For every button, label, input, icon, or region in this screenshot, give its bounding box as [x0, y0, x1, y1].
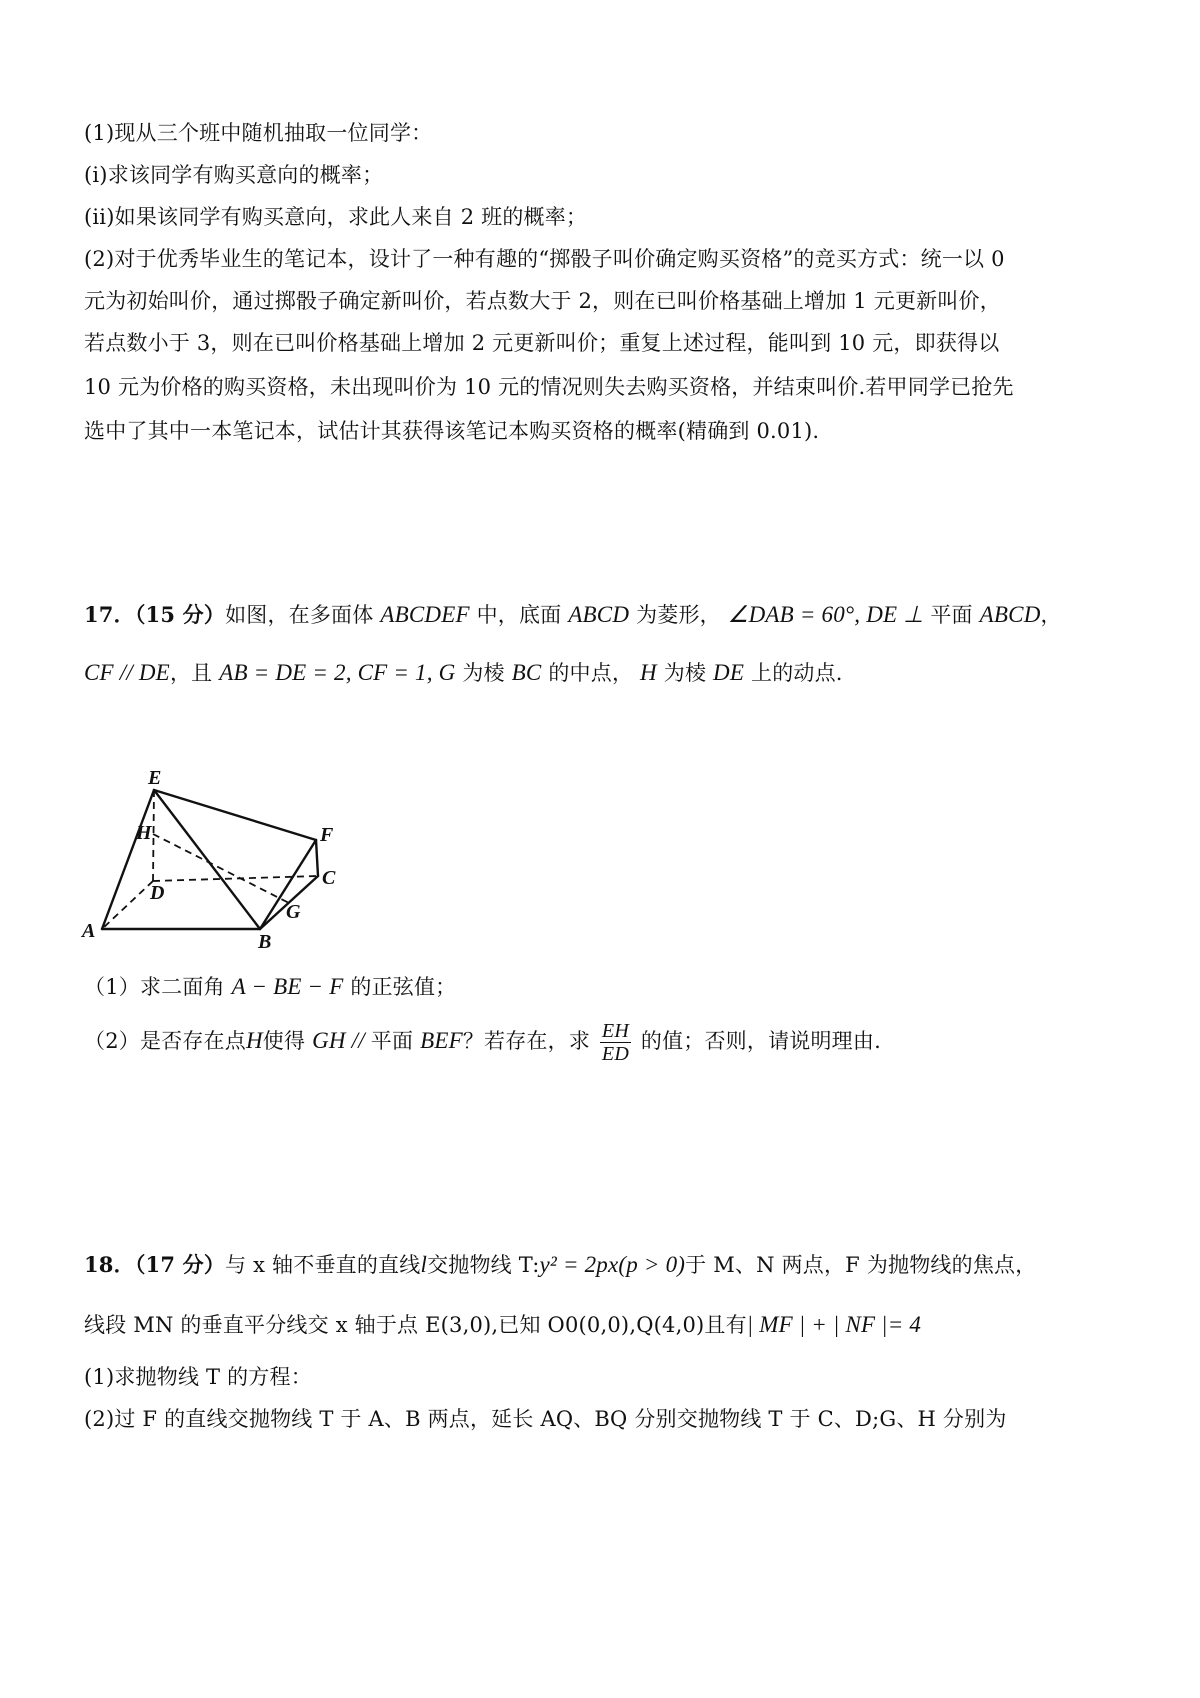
q16-part1-ii-line: (ii)如果该同学有购买意向，求此人来自 2 班的概率；	[84, 205, 588, 229]
q17-text: 的值；否则，请说明理由.	[640, 1029, 881, 1053]
q17-math: BC	[511, 660, 542, 685]
q16-part1-i-line: (i)求该同学有购买意向的概率；	[84, 163, 384, 187]
q16-part2-line-5: 选中了其中一本笔记本，试估计其获得该笔记本购买资格的概率(精确到 0.01).	[84, 419, 820, 443]
q17-math: GH //	[312, 1028, 371, 1053]
edge-EB	[154, 790, 260, 929]
q16-part2-line-2: 元为初始叫价，通过掷骰子确定新叫价，若点数大于 2，则在已叫价格基础上增加 1 元更新叫价，	[84, 289, 1001, 313]
q17-math: H	[245, 1028, 263, 1053]
label-D: D	[150, 882, 165, 904]
q18-text: 于 M、N 两点，F 为抛物线的焦点，	[685, 1253, 1037, 1277]
q17-text: 为棱	[462, 661, 505, 685]
label-B: B	[258, 931, 272, 953]
q18-math: l	[420, 1252, 428, 1277]
q17-math: CF // DE	[84, 660, 170, 685]
q17-text: 上的动点.	[751, 661, 843, 685]
q18-text: 与 x 轴不垂直的直线	[225, 1253, 421, 1277]
q17-math: AB = DE = 2, CF = 1, G	[219, 660, 456, 685]
q17-number: 17．	[84, 602, 135, 627]
q18-line-1	[84, 1250, 1036, 1280]
q17-text: （2）是否存在点	[84, 1029, 246, 1053]
edge-FC	[316, 840, 318, 876]
q17-math: ABCD	[568, 602, 630, 627]
q18-score: （17 分）	[134, 1252, 226, 1277]
label-C: C	[322, 867, 336, 889]
q17-math: DE	[713, 660, 745, 685]
label-F: F	[320, 824, 334, 846]
label-G: G	[286, 901, 301, 923]
q17-text: ，且	[169, 661, 213, 685]
q18-line-2	[84, 1310, 921, 1340]
q18-part2-line: (2)过 F 的直线交抛物线 T 于 A、B 两点，延长 AQ、BQ 分别交抛物线 T 于 C、D;G、H 分别为	[84, 1407, 1007, 1431]
q17-text: ？若存在，求	[462, 1029, 591, 1053]
fraction-numerator: EH	[601, 1020, 629, 1042]
q17-text: （1）求二面角	[84, 975, 225, 999]
q17-math: H	[640, 660, 657, 685]
q17-text: 如图，在多面体	[225, 603, 374, 627]
q17-text: 使得	[262, 1029, 306, 1053]
q17-text: ，	[1040, 603, 1062, 627]
q17-text: 的正弦值；	[350, 975, 457, 999]
q16-part2-line-4: 10 元为价格的购买资格，未出现叫价为 10 元的情况则失去购买资格，并结束叫价.若甲同学已抢先	[84, 375, 1014, 399]
edge-ED-hidden	[153, 790, 154, 881]
q18-math: y² = 2px(p > 0)	[539, 1252, 686, 1277]
label-E: E	[148, 767, 162, 789]
q17-sub1-line	[84, 972, 456, 1002]
edge-DA-hidden	[102, 881, 153, 929]
q17-text: 为棱	[663, 661, 707, 685]
q16-part2-line-1: (2)对于优秀毕业生的笔记本，设计了一种有趣的“掷骰子叫价确定购买资格”的竞买方式：统一以 0	[84, 247, 1005, 271]
q17-line-1	[84, 600, 1062, 630]
q18-text: 交抛物线 T:	[427, 1253, 540, 1277]
fraction-denominator: ED	[601, 1043, 629, 1065]
q17-math: ABCD	[979, 602, 1041, 627]
edge-EF	[154, 790, 316, 840]
q18-text: 线段 MN 的垂直平分线交 x 轴于点 E(3,0),已知 O0(0,0),Q(4,0)且有	[84, 1313, 747, 1337]
q17-sub2-line	[84, 1020, 881, 1065]
q17-math: ABCDEF	[380, 602, 470, 627]
q17-text: 的中点，	[548, 661, 634, 685]
q17-math: BEF	[420, 1028, 463, 1053]
eh-over-ed-fraction	[600, 1020, 631, 1065]
q17-text: 平面	[930, 603, 973, 627]
q16-part2-line-3: 若点数小于 3，则在已叫价格基础上增加 2 元更新叫价；重复上述过程，能叫到 10 元，即获得以	[84, 331, 1000, 355]
label-H: H	[136, 822, 152, 844]
q17-text: 为菱形，	[636, 603, 721, 627]
q17-text: 中，底面	[476, 603, 562, 627]
edge-EA	[102, 790, 154, 929]
q17-score: （15 分）	[134, 602, 226, 627]
q18-part1-line: (1)求抛物线 T 的方程：	[84, 1365, 312, 1389]
q17-math: ∠DAB = 60°, DE ⊥	[727, 602, 924, 627]
q17-math: A − BE − F	[231, 974, 344, 999]
q16-part1-line: (1)现从三个班中随机抽取一位同学：	[84, 121, 433, 145]
q17-line-2	[84, 658, 843, 688]
q18-math: | MF | + | NF |= 4	[746, 1312, 922, 1337]
edge-HG-hidden	[153, 834, 289, 903]
q18-number: 18．	[84, 1252, 135, 1277]
q17-text: 平面	[370, 1029, 414, 1053]
label-A: A	[82, 920, 96, 942]
